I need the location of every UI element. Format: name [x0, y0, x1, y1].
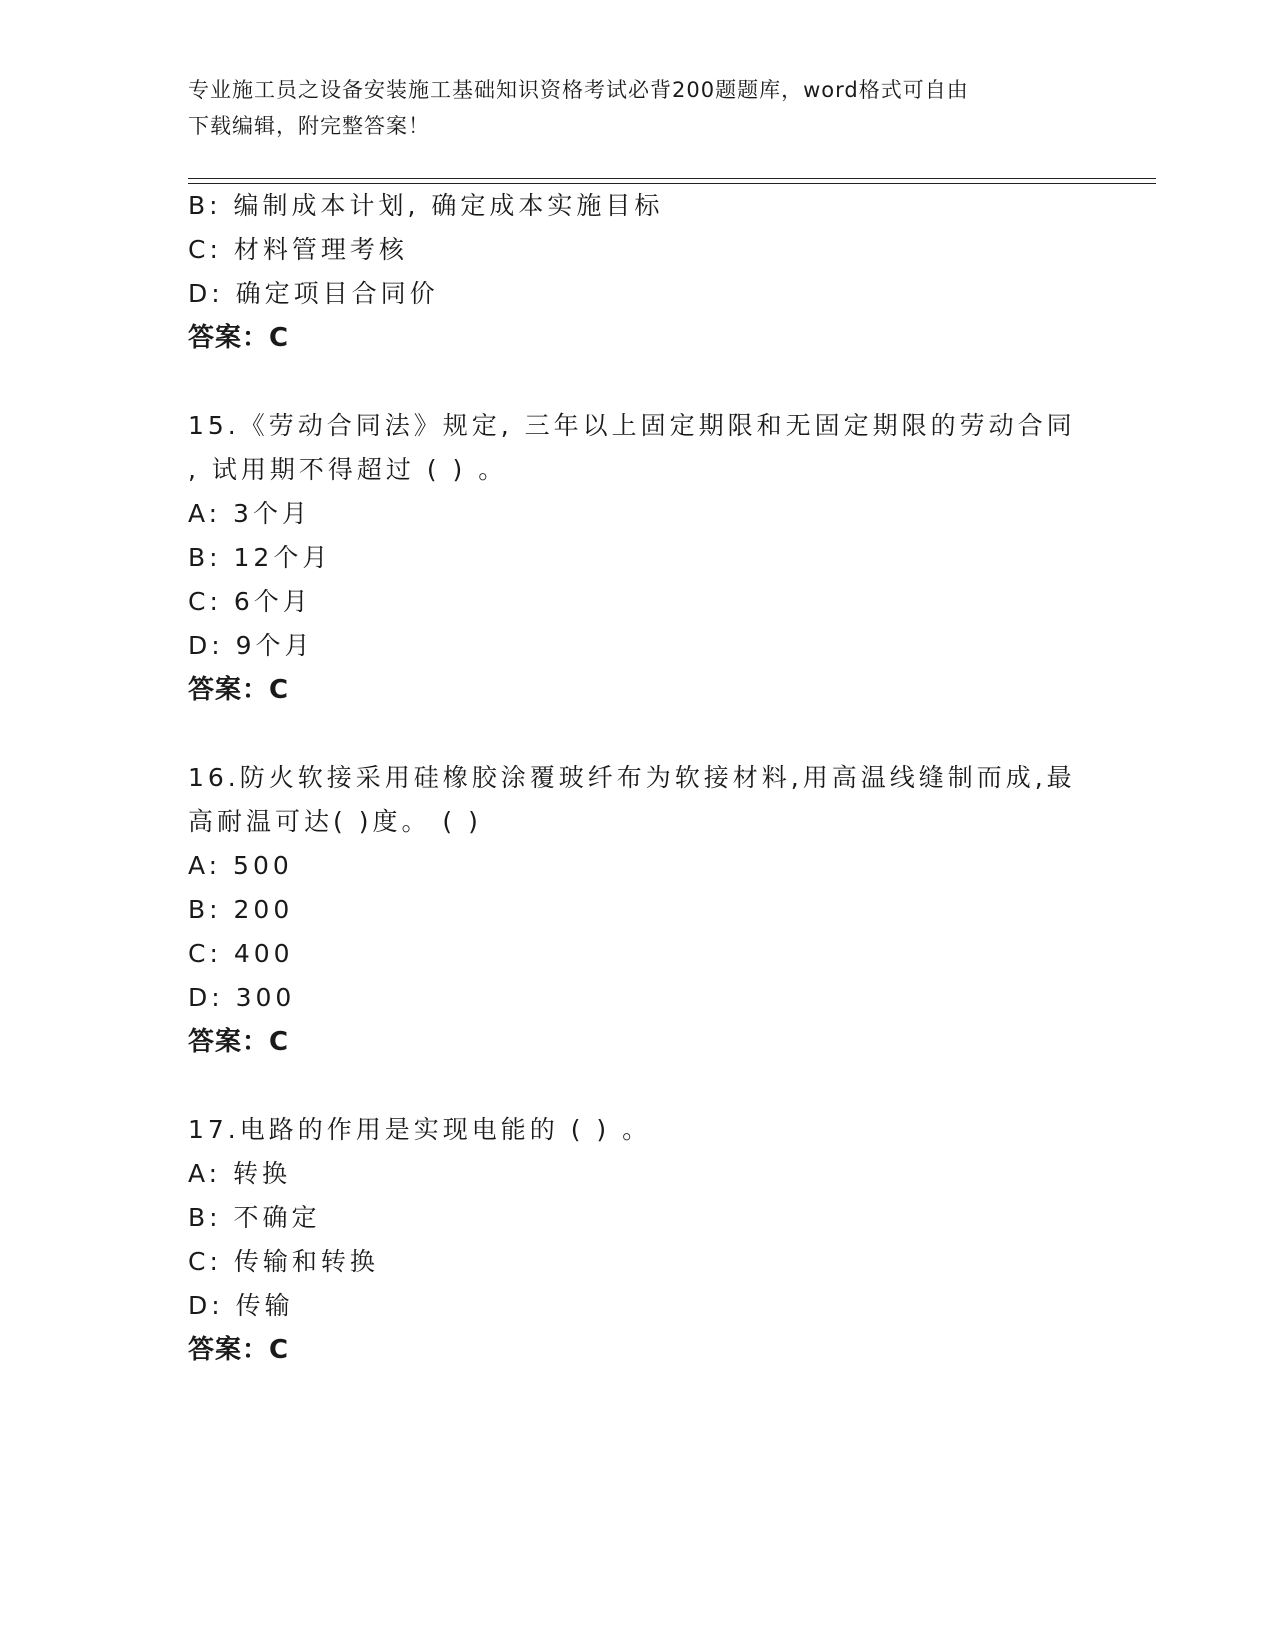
- q17-answer: 答案：C: [188, 1335, 290, 1365]
- header-title-line-2: 下载编辑，附完整答案！: [188, 114, 430, 138]
- q16-option-c: C: 400: [188, 939, 294, 968]
- q16-stem-line-2: 高耐温可达( )度。 ( ): [188, 807, 482, 836]
- q15-stem-line-2: , 试用期不得超过 ( ) 。: [188, 455, 508, 484]
- q14-option-b: B: 编制成本计划, 确定成本实施目标: [188, 191, 664, 220]
- q15-option-a: A: 3个月: [188, 499, 311, 528]
- q15-option-d: D: 9个月: [188, 631, 314, 660]
- q17-stem-line-1: 17.电路的作用是实现电能的 ( ) 。: [188, 1115, 652, 1144]
- header-divider-bottom: [188, 183, 1156, 184]
- q15-stem-line-1: 15.《劳动合同法》规定, 三年以上固定期限和无固定期限的劳动合同: [188, 411, 1076, 440]
- q15-answer: 答案：C: [188, 675, 290, 705]
- q17-option-d: D: 传输: [188, 1291, 294, 1320]
- q16-option-b: B: 200: [188, 895, 294, 924]
- q15-option-c: C: 6个月: [188, 587, 312, 616]
- q14-answer: 答案：C: [188, 323, 290, 353]
- q16-option-d: D: 300: [188, 983, 296, 1012]
- q16-stem-line-1: 16.防火软接采用硅橡胶涂覆玻纤布为软接材料,用高温线缝制而成,最: [188, 763, 1076, 792]
- q16-answer: 答案：C: [188, 1027, 290, 1057]
- q15-option-b: B: 12个月: [188, 543, 332, 572]
- q14-option-d: D: 确定项目合同价: [188, 279, 439, 308]
- header-title-line-1: 专业施工员之设备安装施工基础知识资格考试必背200题题库，word格式可自由: [188, 78, 969, 102]
- header-divider-top: [188, 178, 1156, 179]
- document-header: [188, 72, 1068, 144]
- q17-option-a: A: 转换: [188, 1159, 292, 1188]
- q16-option-a: A: 500: [188, 851, 293, 880]
- q14-option-c: C: 材料管理考核: [188, 235, 408, 264]
- q17-option-c: C: 传输和转换: [188, 1247, 379, 1276]
- q17-option-b: B: 不确定: [188, 1203, 321, 1232]
